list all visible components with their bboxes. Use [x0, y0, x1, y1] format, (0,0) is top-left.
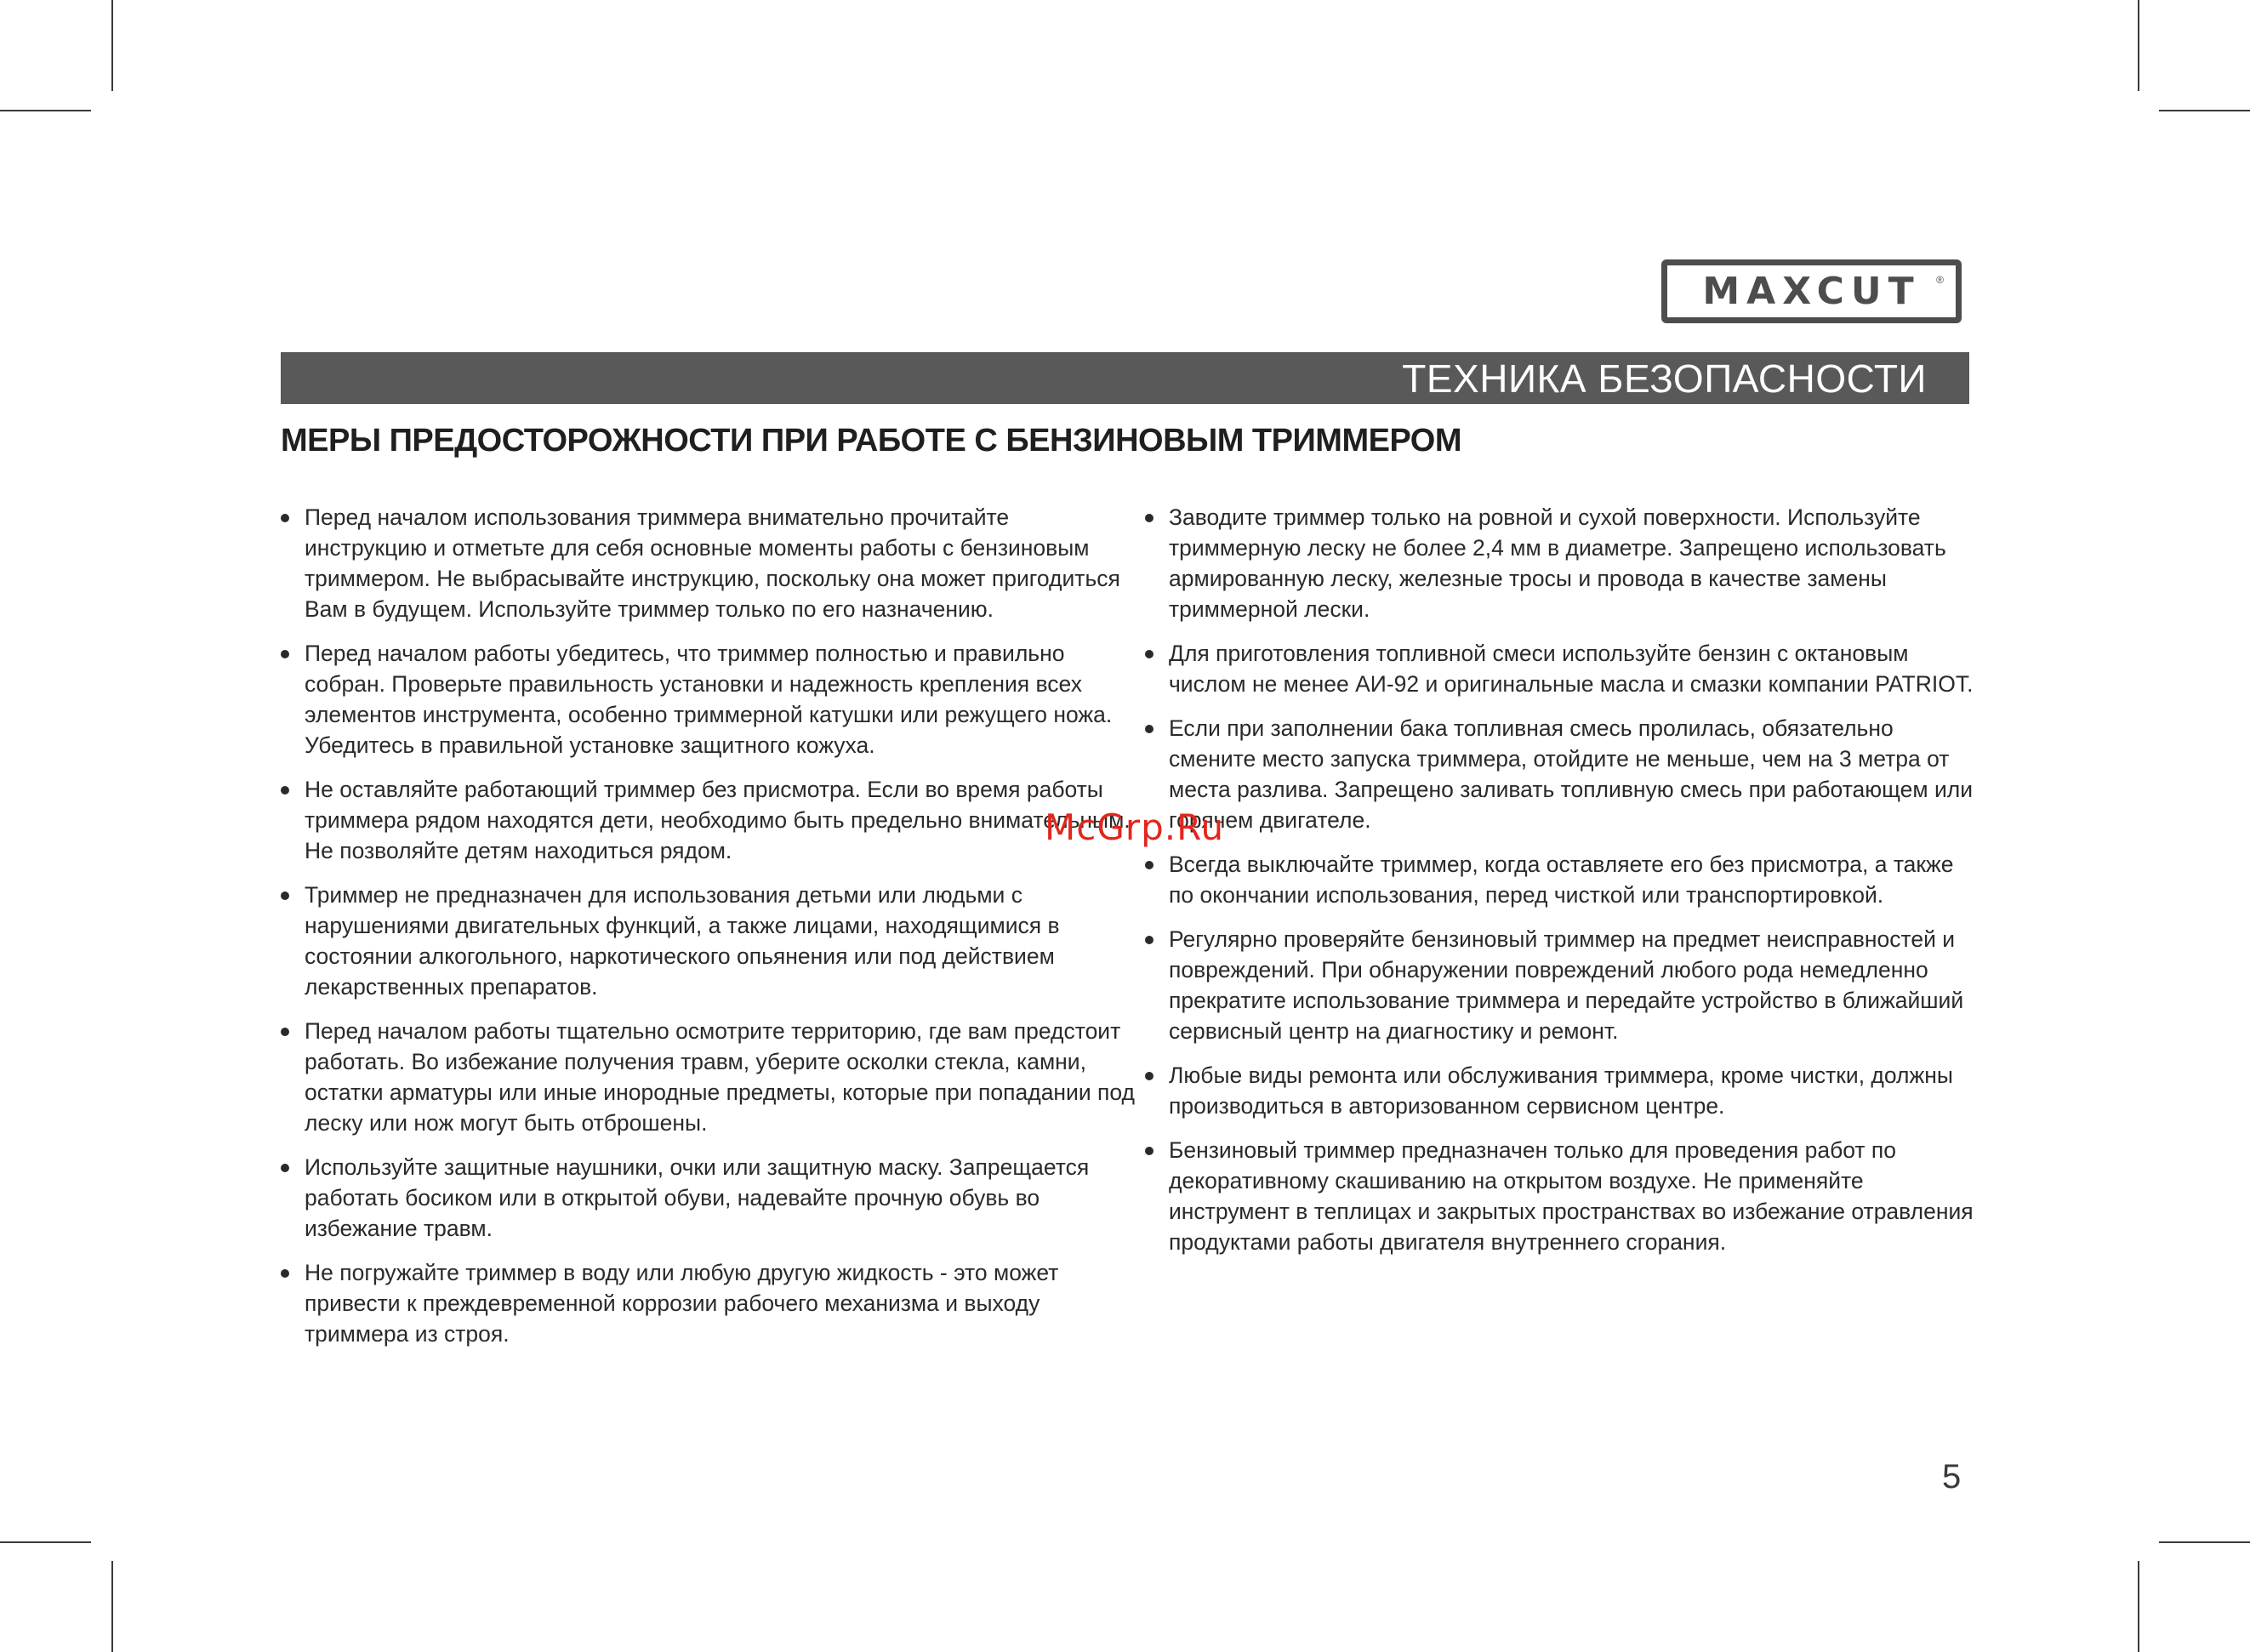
crop-mark	[0, 110, 91, 111]
list-item: Для приготовления топливной смеси используйте бензин с октановым числом не менее АИ-92 и оригинальные масла и смазки компании PATRIOT.	[1145, 638, 1974, 699]
list-item: Не погружайте триммер в воду или любую другую жидкость - это может привести к преждевременной коррозии рабочего механизма и выходу триммера из строя.	[281, 1257, 1136, 1349]
brand-logo	[1661, 259, 1962, 323]
list-item: Перед началом работы тщательно осмотрите территорию, где вам предстоит работать. Во избежание получения травм, уберите осколки стекла, камни, остатки арматуры или иные инородные предметы, которые при попадании под леску или нож могут быть отброшены.	[281, 1016, 1136, 1138]
list-item: Если при заполнении бака топливная смесь пролилась, обязательно смените место запуска триммера, отойдите не меньше, чем на 3 метра от места разлива. Запрещено заливать топливную смесь при работающем или горячем двигателе.	[1145, 713, 1974, 835]
crop-mark	[2159, 1541, 2250, 1543]
left-column-list	[281, 502, 1136, 1363]
section-title: ТЕХНИКА БЕЗОПАСНОСТИ	[1402, 356, 1927, 401]
crop-mark	[2138, 0, 2139, 91]
right-column-list	[1145, 502, 1974, 1271]
crop-mark	[0, 1541, 91, 1543]
crop-mark	[111, 0, 113, 91]
list-item: Всегда выключайте триммер, когда оставляете его без присмотра, а также по окончании использования, перед чисткой или транспортировкой.	[1145, 849, 1974, 910]
list-item: Триммер не предназначен для использования детьми или людьми с нарушениями двигательных функций, а также лицами, находящимися в состоянии алкогольного, наркотического опьянения или под действием лекарственных препаратов.	[281, 880, 1136, 1002]
registered-mark: ®	[1936, 274, 1944, 286]
page-number: 5	[1942, 1458, 1962, 1495]
crop-mark	[111, 1561, 113, 1652]
crop-mark	[2159, 110, 2250, 111]
list-item: Заводите триммер только на ровной и сухой поверхности. Используйте триммерную леску не более 2,4 мм в диаметре. Запрещено использовать армированную леску, железные тросы и провода в качестве замены триммерной лески.	[1145, 502, 1974, 624]
list-item: Перед началом работы убедитесь, что триммер полностью и правильно собран. Проверьте правильность установки и надежность крепления всех элементов инструмента, особенно триммерной катушки или режущего ножа. Убедитесь в правильной установке защитного кожуха.	[281, 638, 1136, 760]
list-item: Не оставляйте работающий триммер без присмотра. Если во время работы триммера рядом находятся дети, необходимо быть предельно внимательным. Не позволяйте детям находиться рядом.	[281, 774, 1136, 866]
list-item: Используйте защитные наушники, очки или защитную маску. Запрещается работать босиком или в открытой обуви, надевайте прочную обувь во избежание травм.	[281, 1152, 1136, 1244]
list-item: Регулярно проверяйте бензиновый триммер на предмет неисправностей и повреждений. При обнаружении повреждений любого рода немедленно прекратите использование триммера и передайте устройство в ближайший сервисный центр на диагностику и ремонт.	[1145, 924, 1974, 1046]
brand-logo-text: MAXCUT	[1702, 269, 1921, 313]
page-subtitle: МЕРЫ ПРЕДОСТОРОЖНОСТИ ПРИ РАБОТЕ С БЕНЗИНОВЫМ ТРИММЕРОМ	[281, 423, 1461, 459]
section-banner	[281, 352, 1969, 404]
list-item: Бензиновый триммер предназначен только для проведения работ по декоративному скашиванию на открытом воздухе. Не применяйте инструмент в теплицах и закрытых пространствах во избежание отравления продуктами работы двигателя внутреннего сгорания.	[1145, 1135, 1974, 1257]
watermark: McGrp.Ru	[1045, 806, 1225, 848]
list-item: Любые виды ремонта или обслуживания триммера, кроме чистки, должны производиться в авторизованном сервисном центре.	[1145, 1060, 1974, 1121]
list-item: Перед началом использования триммера внимательно прочитайте инструкцию и отметьте для себя основные моменты работы с бензиновым триммером. Не выбрасывайте инструкцию, поскольку она может пригодиться Вам в будущем. Используйте триммер только по его назначению.	[281, 502, 1136, 624]
crop-mark	[2138, 1561, 2139, 1652]
